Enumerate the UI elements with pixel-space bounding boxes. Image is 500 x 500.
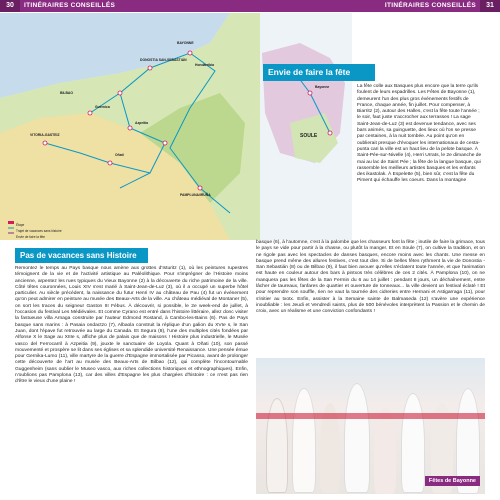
festival-photo [256,358,485,494]
map-legend [8,223,62,240]
legend-item-etape: Étape [16,223,25,227]
map-label-vitoria: VITORIA-GASTEIZ [30,133,60,137]
map-label-bayonne: BAYONNE [177,41,194,45]
map-graphic [0,13,352,240]
map-label-inset-bayonne: Bayonne [315,85,330,89]
photo-figure [344,383,370,493]
section-heading: Pas de vacances sans Histoire [15,248,148,263]
legend-item-histoire: Trajet de vacances sans histoire [16,229,62,233]
map-label-guernica: Guernica [95,105,110,109]
photo-figure [401,393,425,493]
map-label-hondarribia: Hondarribia [195,63,215,67]
page-number-right: 31 [480,0,500,12]
map-label-onati: Oñati [115,153,124,157]
map-label-donostia: DONOSTIA SAN-SEBASTIÁN [140,58,187,62]
right-column-paragraph: basque (6), à l'automne, c'est à la palombe que les chasseurs font la fête ; inutile de faire la grimace, tous le pays se vide pour partir à la chasse, ou plutôt la manger. Et en Soule (7), on cultive la tradition, et on ne rigole pas avec les spectacles de danses basques, encore moins avec les chants. Une messe en basque prend même des allures festives, c'est tout dire. Si de belles fêtes rythment la vie de Donostia - San Sebastián (8) ou de Bilbao (9), il faut bien avouer qu'elles s'éclatent toute l'année, et que l'animation est haute en couleur autour des bars à pintxos très célèbres de ces 2 cités. À Pamplona (10), on ne manquera pas les fêtes de la San Fermin du 6 au 14 juillet : pendant 8 jours, un déchaînement, entre lâcher de taureaux, fanfares de quartier et ouverture de tonneaux... la ville devient un festival éclaté ! Et pour reprendre son souffle, rien ne vaut la tournée des cidreries entre Hernani et Astigarraga (11), pour s'initier au txotx. Enfin, assister à la Semaine sainte de Balmaseda (12) s'avère une expérience inoubliable : les Jeudi et Vendredi saints, plus de 500 bénévoles interprètent la Passion et le chemin de croix, avec un réalisme et une conviction confondants ! [256,240,485,315]
photo-figure [292,388,316,493]
page-number-left: 30 [0,0,20,12]
map-label-pamplona: PAMPLUNA/IRUÑA [180,193,211,197]
running-title-left: ITINÉRAIRES CONSEILLÉS [24,2,116,9]
photo-figure [374,408,396,494]
photo-caption: Fêtes de Bayonne [425,476,480,486]
section-paragraph: Remontez le temps au Pays basque nous amène aux grottes d'Isturitz (1), où les peintures rupestres témoignent de la vie et de l'activité artistique au Paléolithique. Pour s'imprégner de l'Histoire moins ancienne, arpentez les rues typiques du Vieux Bayonne (2) à la découverte du riche patrimoine de la ville. Côté têtes couronnées, Louis XIV s'est marié à Saint-Jean-de-Luz (3), où il a occupé un superbe hôtel particulier. Au siècle précédent, la naissance du futur Henri IV au château de Pau (4) fut un événement qu'on peut admirer en peinture au musée des Beaux-Arts de la ville. Au château médiéval de Montaner (5), on sort les traces du seigneur Gaston III Fébus. À découvrir, si possible, le 2e week-end de juillet, à l'occasion du festival Les Médiévales. Et comme Cyrano est entré dans l'histoire littéraire, allez donc visiter la fastueuse villa Arnaga construite par l'auteur Edmond Rostand, à Cambo-les-Bains (6). Pas de Pays basque sans marins : à Pasaia ondactzo (7), Albaola construit la réplique d'un galion du XVIe s, le San Juan, dont l'épave fut retrouvée au large du Canada. Et Segura (8), l'une des multiples cités fondées par Alfonse X le Sage au XIIIe s, affiche plus de palais que de maisons ! Histoire plus industrielle, le Musée vasco del Ferrocarril à Azpeitia (9), jouxte le sanctuaire de Loyola. Quant à Oñati (10), son passé mouvementé et prospère se lit dans ses églises et sa splendide université Renaissance. Une pensée émue pour Gernika-Lumo (11), ville martyre de la guerre d'Espagne immortalisée par Picasso, avant de prolonger cette découverte de l'art au musée des Beaux-Arts de Bilbao (12), qui complète l'incontournable Guggenheim (sans oublier le Museo vasco, aux riches collections historiques et ethnographiques). Enfin, n'oublions pas Pamplona (13), car des villes d'Espagne les plus chargées d'histoire : ce n'est pas rien d'être le vieux d'une plaine ! [15,266,248,385]
itinerary-map [0,13,352,240]
legend-item-fete: Envie de faire la fête [16,235,46,239]
map-label-azpeitia: Azpeitia [135,121,148,125]
sidebar-heading: Envie de faire la fête [263,64,375,81]
photo-red-scarves [256,413,485,419]
map-label-soule: SOULE [300,133,318,139]
map-label-bilbao: BILBAO [60,91,73,95]
running-title-right: ITINÉRAIRES CONSEILLÉS [384,2,476,9]
sidebar-paragraph: La fête colle aux Basques plus encore que la terre qu'ils foulent de leurs espadrilles. Les Fêtes de Bayonne (1), demeurent l'un des plus gros événements festifs de France, chaque année, fin juillet. Pour compenser, à Biarritz (2), autour des Halles, c'est la fête toute l'année ; le soir, faut juste s'accrocher aux terrasses ! La sage Saint-Jean-de-Luz (3) est devenue tendance, avec ses bars animés, sa guinguette, des lieux où l'on se presse par centaines, à la nuit tombée. Au point qu'on en oublierait presque d'évoquer les internationaux de cesta-punta cari la ville est un haut lieu de la pelote basque. À Saint-Pée-sur-Nivelle (4), Herri Urrats, le 2e dimanche de mai au lac de Saint Pée ; la fête de la langue basque, qui rassemble les meilleurs artistes basques et les enfants des ikastolak. À Espelette (5), bien sûr, c'est la fête du Piment qui échauffe les coeurs. Dans la montagne [357,84,482,184]
